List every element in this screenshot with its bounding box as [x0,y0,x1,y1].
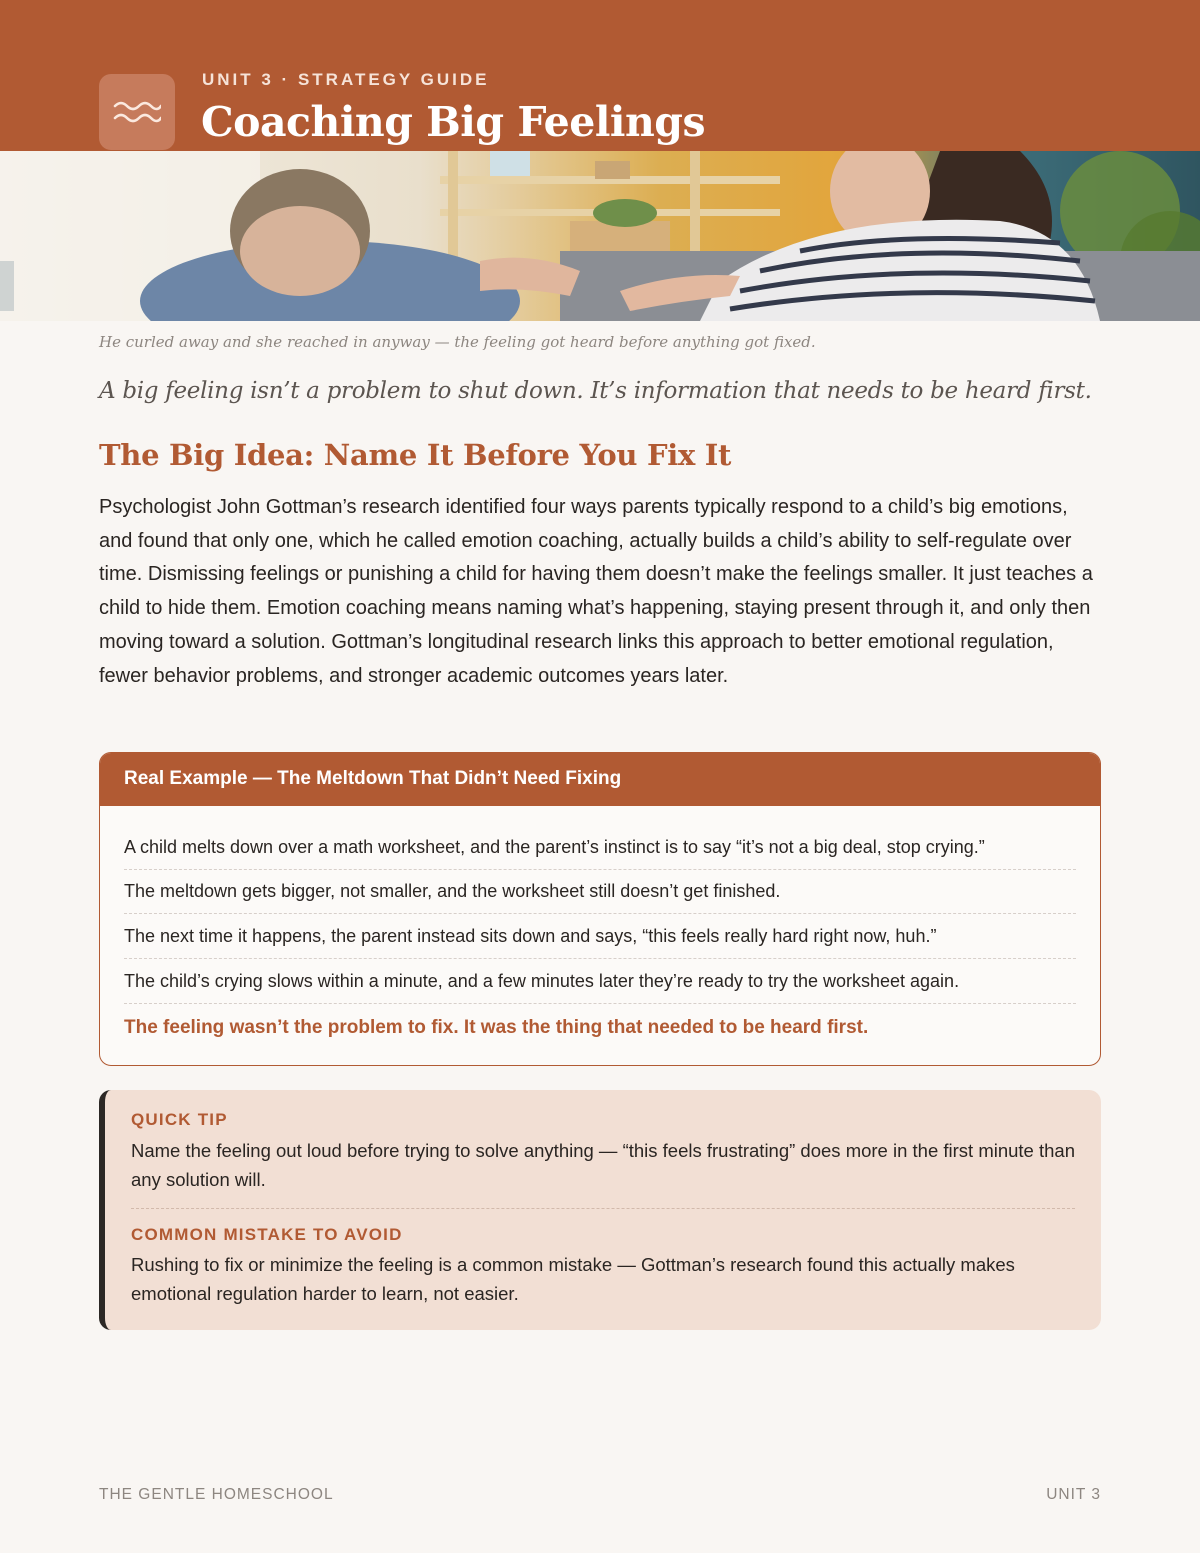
photo-caption: He curled away and she reached in anyway — the feeling got heard before anything got fixed. [99,333,816,351]
example-card [99,752,1101,1066]
unit-eyebrow: UNIT 3 · STRATEGY GUIDE [202,70,490,89]
tips-box [99,1090,1101,1330]
lede-quote: A big feeling isn’t a problem to shut down. It’s information that needs to be heard first. [99,378,1092,404]
wave-icon [99,74,175,150]
example-step: The next time it happens, the parent instead sits down and says, “this feels really hard right now, huh.” [124,915,1076,959]
page-header [0,0,1200,151]
page-title: Coaching Big Feelings [201,98,706,146]
example-step: The meltdown gets bigger, not smaller, and the worksheet still doesn’t get finished. [124,870,1076,914]
example-step: The child’s crying slows within a minute, and a few minutes later they’re ready to try the worksheet again. [124,960,1076,1004]
example-takeaway: The feeling wasn’t the problem to fix. It was the thing that needed to be heard first. [124,1017,869,1038]
mistake-label: COMMON MISTAKE TO AVOID [131,1225,403,1244]
quick-tip-text: Name the feeling out loud before trying to solve anything — “this feels frustrating” does more in the first minute than any solution will. [131,1140,1075,1190]
footer-publisher: THE GENTLE HOMESCHOOL [99,1486,334,1503]
footer-unit: UNIT 3 [1046,1486,1101,1503]
quick-tip-label: QUICK TIP [131,1110,228,1129]
mistake-text: Rushing to fix or minimize the feeling is a common mistake — Gottman’s research found this actually makes emotional regulation harder to learn, not easier. [131,1254,1015,1304]
example-step: A child melts down over a math worksheet, and the parent’s instinct is to say “it’s not a big deal, stop crying.” [124,826,1076,870]
section-body: Psychologist John Gottman’s research identified four ways parents typically respond to a child’s big emotions, and found that only one, which he called emotion coaching, actually builds a child’s ability to self-regulate over time. Dismissing feelings or punishing a child for having them doesn’t make the feelings smaller. It just teaches a child to hide them. Emotion coaching means naming what’s happening, staying present through it, and only then moving toward a solution. Gottman’s longitudinal research links this approach to better emotional regulation, fewer behavior problems, and stronger academic outcomes years later. [99,496,1093,687]
tips-divider [131,1208,1075,1209]
example-title: Real Example — The Meltdown That Didn’t Need Fixing [100,753,1100,806]
section-heading: The Big Idea: Name It Before You Fix It [99,438,732,472]
hero-photo [0,151,1200,321]
